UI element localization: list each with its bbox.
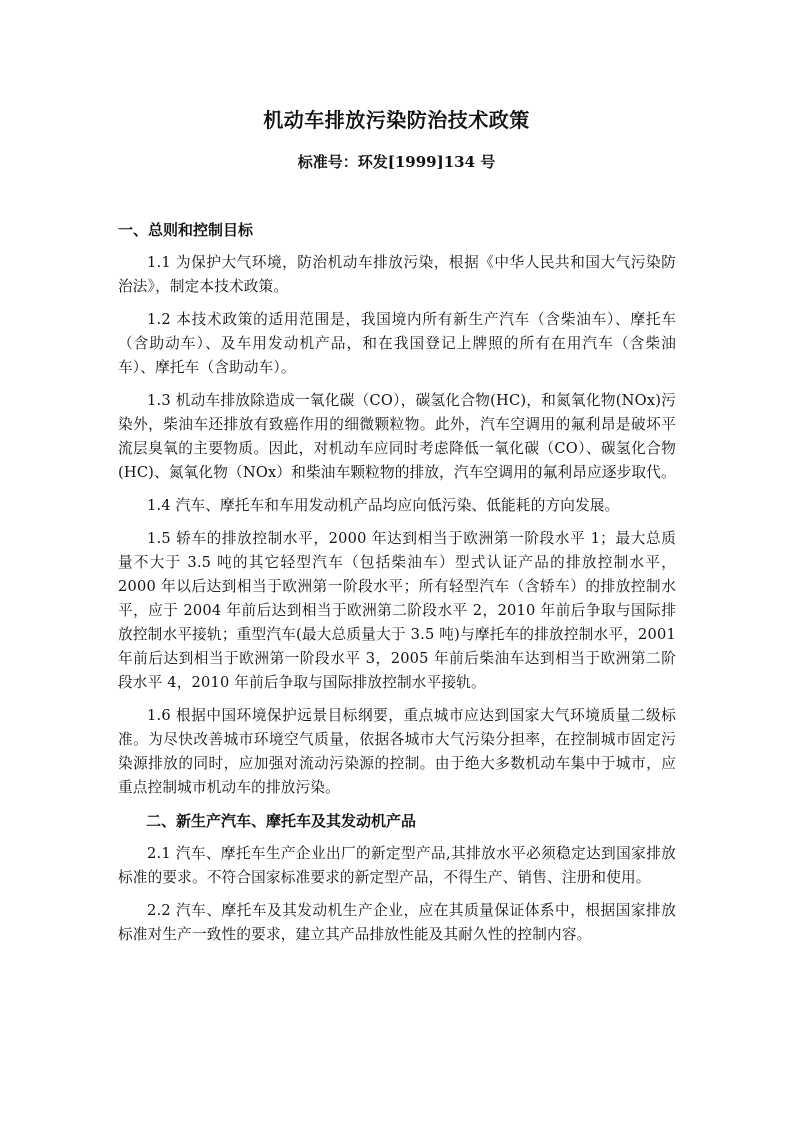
standard-number: 标准号：环发[1999]134 号: [297, 153, 496, 171]
section-heading-general: 一、总则和控制目标: [118, 221, 254, 239]
clause-1-6: 1.6 根据中国环境保护远景目标纲要，重点城市应达到国家大气环境质量二级标准。为尽快改善城市环境空气质量，依据各城市大气污染分担率，在控制城市固定污染源排放的同时，应加强对流动污染源的控制。由于绝大多数机动车集中于城市，应重点控制城市机动车的排放污染。: [118, 707, 676, 796]
document-body: [118, 218, 676, 956]
section-heading-new-vehicles: 二、新生产汽车、摩托车及其发动机产品: [146, 812, 417, 830]
clause-1-2: 1.2 本技术政策的适用范围是，我国境内所有新生产汽车（含柴油车）、摩托车（含助动车）、及车用发动机产品，和在我国登记上牌照的所有在用汽车（含柴油车）、摩托车（含助动车）。: [118, 311, 676, 376]
clause-1-1: 1.1 为保护大气环境，防治机动车排放污染，根据《中华人民共和国大气污染防治法》，制定本技术政策。: [118, 254, 676, 295]
clause-2-2: 2.2 汽车、摩托车及其发动机生产企业，应在其质量保证体系中，根据国家排放标准对生产一致性的要求，建立其产品排放性能及其耐久性的控制内容。: [118, 902, 676, 943]
clause-2-1: 2.1 汽车、摩托车生产企业出厂的新定型产品,其排放水平必须稳定达到国家排放标准的要求。不符合国家标准要求的新定型产品，不得生产、销售、注册和使用。: [118, 845, 676, 886]
clause-1-5: 1.5 轿车的排放控制水平，2000 年达到相当于欧洲第一阶段水平 1；最大总质量不大于 3.5 吨的其它轻型汽车（包括柴油车）型式认证产品的排放控制水平，2000 年以后达到相当于欧洲第一阶段水平；所有轻型汽车（含轿车）的排放控制水平，应于 2004 年前后达到相当于欧洲第二阶段水平 2，2010 年前后争取与国际排放控制水平接轨；重型汽车(最大总质量大于 3.5 吨)与摩托车的排放控制水平，2001 年前后达到相当于欧洲第一阶段水平 3，2005 年前后柴油车达到相当于欧洲第二阶段水平 4，2010 年前后争取与国际排放控制水平接轨。: [118, 530, 676, 691]
clause-1-4: 1.4 汽车、摩托车和车用发动机产品均应向低污染、低能耗的方向发展。: [147, 497, 620, 514]
clause-1-3: 1.3 机动车排放除造成一氧化碳（CO），碳氢化合物(HC)，和氮氧化物(NOx)污染外，柴油车还排放有致癌作用的细微颗粒物。此外，汽车空调用的氟利昂是破坏平流层臭氧的主要物质。因此，对机动车应同时考虑降低一氧化碳（CO）、碳氢化合物(HC)、氮氧化物（NOx）和柴油车颗粒物的排放，汽车空调用的氟利昂应逐步取代。: [118, 392, 676, 481]
document-title: 机动车排放污染防治技术政策: [263, 108, 530, 132]
